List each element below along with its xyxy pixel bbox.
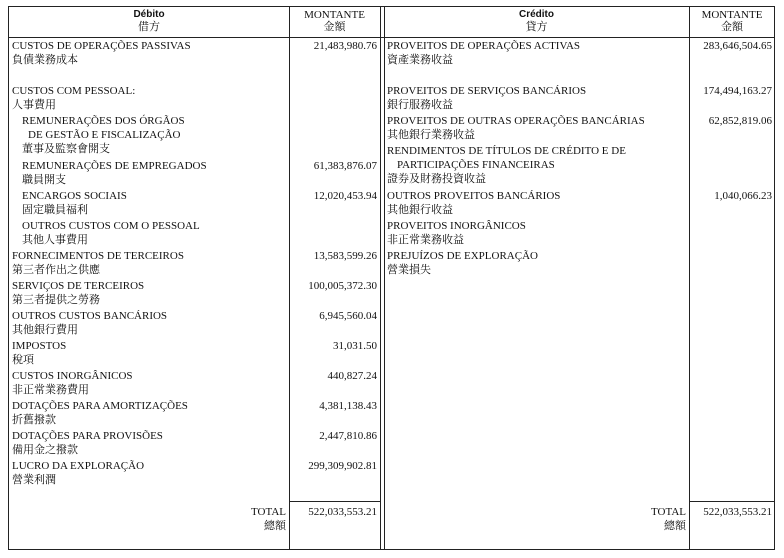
debit-label-zh: 負債業務成本 [12,54,78,66]
credit-amount-header [689,9,775,33]
credit-header-pt: Crédito [519,9,554,20]
credit-label-zh: 銀行服務收益 [387,99,453,111]
credit-header [384,9,689,33]
debit-label-zh: 董事及監察會開支 [22,143,110,155]
debit-label-line2: DE GESTÃO E FISCALIZAÇÃO [28,129,181,141]
debit-row [12,279,144,307]
debit-row [22,114,185,156]
debit-row [12,429,163,457]
debit-label: OUTROS CUSTOS BANCÁRIOS [12,310,168,322]
credit-row [387,84,586,112]
debit-amount: 299,309,902.81 [308,460,377,472]
debit-header [9,9,289,33]
credit-label: PROVEITOS INORGÂNICOS [387,220,526,232]
amount-header-zh: 金額 [721,21,743,33]
credit-label: OUTROS PROVEITOS BANCÁRIOS [387,190,561,202]
credit-row [387,219,526,247]
total-label-pt: TOTAL [251,506,286,518]
debit-label: IMPOSTOS [12,340,67,352]
credit-row [387,39,580,67]
debit-label: OUTROS CUSTOS COM O PESSOAL [22,220,200,232]
debit-label-zh: 職員開支 [22,174,66,186]
credit-label-zh: 證券及財務投資收益 [387,173,486,185]
total-divider [689,501,775,502]
debit-row [12,339,66,367]
amount-header-pt: MONTANTE [701,9,763,21]
debit-amount: 2,447,810.86 [319,430,377,442]
debit-label: REMUNERAÇÕES DE EMPREGADOS [22,160,207,172]
credit-total: 522,033,553.21 [703,506,772,518]
debit-amount: 6,945,560.04 [319,310,377,322]
debit-row [12,309,167,337]
credit-label: PROVEITOS DE SERVIÇOS BANCÁRIOS [387,85,587,97]
debit-label: CUSTOS DE OPERAÇÕES PASSIVAS [12,40,191,52]
debit-row [12,459,144,487]
amount-header-pt: MONTANTE [304,9,365,21]
credit-label-zh: 資產業務收益 [387,54,453,66]
debit-label-zh: 人事費用 [12,99,56,111]
credit-row [387,114,645,142]
debit-header-zh: 借方 [138,21,160,33]
credit-label: PREJUÍZOS DE EXPLORAÇÃO [387,250,538,262]
credit-amount: 283,646,504.65 [703,40,772,52]
col-divider [380,7,381,549]
credit-label-zh: 營業損失 [387,264,431,276]
total-label-pt: TOTAL [651,506,686,518]
debit-label: REMUNERAÇÕES DOS ÓRGÃOS [22,115,185,127]
debit-label-zh: 第三者作出之供應 [12,264,100,276]
credit-amount: 174,494,163.27 [703,85,772,97]
debit-total: 522,033,553.21 [308,506,377,518]
debit-label-zh: 營業利潤 [12,474,56,486]
debit-label-zh: 固定職員福利 [22,204,88,216]
debit-row [12,369,133,397]
debit-amount: 4,381,138.43 [319,400,377,412]
credit-row [387,249,538,277]
debit-label: DOTAÇÕES PARA PROVISÕES [12,430,163,442]
debit-row [12,399,188,427]
debit-label-zh: 非正常業務費用 [12,384,89,396]
total-divider [289,501,380,502]
credit-label-line2: PARTICIPAÇÕES FINANCEIRAS [397,159,555,171]
debit-total-label [209,505,286,533]
header-divider [9,37,774,38]
debit-header-pt: Débito [133,9,165,20]
debit-amount: 100,005,372.30 [308,280,377,292]
debit-label: FORNECIMENTOS DE TERCEIROS [12,250,184,262]
amount-header-zh: 金額 [323,21,346,33]
debit-row [22,219,200,247]
debit-amount: 13,583,599.26 [313,250,377,262]
profit-loss-table [8,6,775,550]
debit-label: CUSTOS INORGÂNICOS [12,370,133,382]
debit-label-zh: 備用金之撥款 [12,444,78,456]
debit-amount: 21,483,980.76 [313,40,377,52]
debit-label-zh: 其他銀行費用 [12,324,78,336]
total-label-zh: 總額 [664,520,686,532]
total-label-zh: 總額 [264,520,286,532]
debit-row [12,84,135,112]
debit-row [12,249,184,277]
debit-amount: 440,827.24 [327,370,377,382]
debit-label: LUCRO DA EXPLORAÇÃO [12,460,145,472]
debit-amount: 31,031.50 [333,340,377,352]
debit-label: CUSTOS COM PESSOAL: [12,85,136,97]
credit-label: PROVEITOS DE OUTRAS OPERAÇÕES BANCÁRIAS [387,115,645,127]
debit-amount-header [289,9,380,33]
debit-label: ENCARGOS SOCIAIS [22,190,127,202]
credit-amount: 1,040,066.23 [714,190,772,202]
debit-row [22,159,207,187]
debit-label-zh: 其他人事費用 [22,234,88,246]
credit-total-label [609,505,686,533]
credit-row [387,144,626,186]
credit-header-zh: 貸方 [525,21,548,33]
debit-amount: 12,020,453.94 [313,190,377,202]
credit-label-zh: 其他銀行業務收益 [387,129,475,141]
debit-label-zh: 稅項 [12,354,34,366]
credit-label-zh: 非正常業務收益 [387,234,464,246]
debit-label-zh: 折舊撥款 [12,414,56,426]
debit-row [12,39,191,67]
credit-label: PROVEITOS DE OPERAÇÕES ACTIVAS [387,40,581,52]
debit-label: SERVIÇOS DE TERCEIROS [12,280,145,292]
credit-amount: 62,852,819.06 [708,115,772,127]
debit-label-zh: 第三者提供之勞務 [12,294,100,306]
debit-row [22,189,127,217]
credit-label-zh: 其他銀行收益 [387,204,453,216]
credit-row [387,189,560,217]
debit-amount: 61,383,876.07 [313,160,377,172]
credit-label: RENDIMENTOS DE TÍTULOS DE CRÉDITO E DE [387,145,626,157]
col-divider [384,7,385,549]
debit-label: DOTAÇÕES PARA AMORTIZAÇÕES [12,400,188,412]
